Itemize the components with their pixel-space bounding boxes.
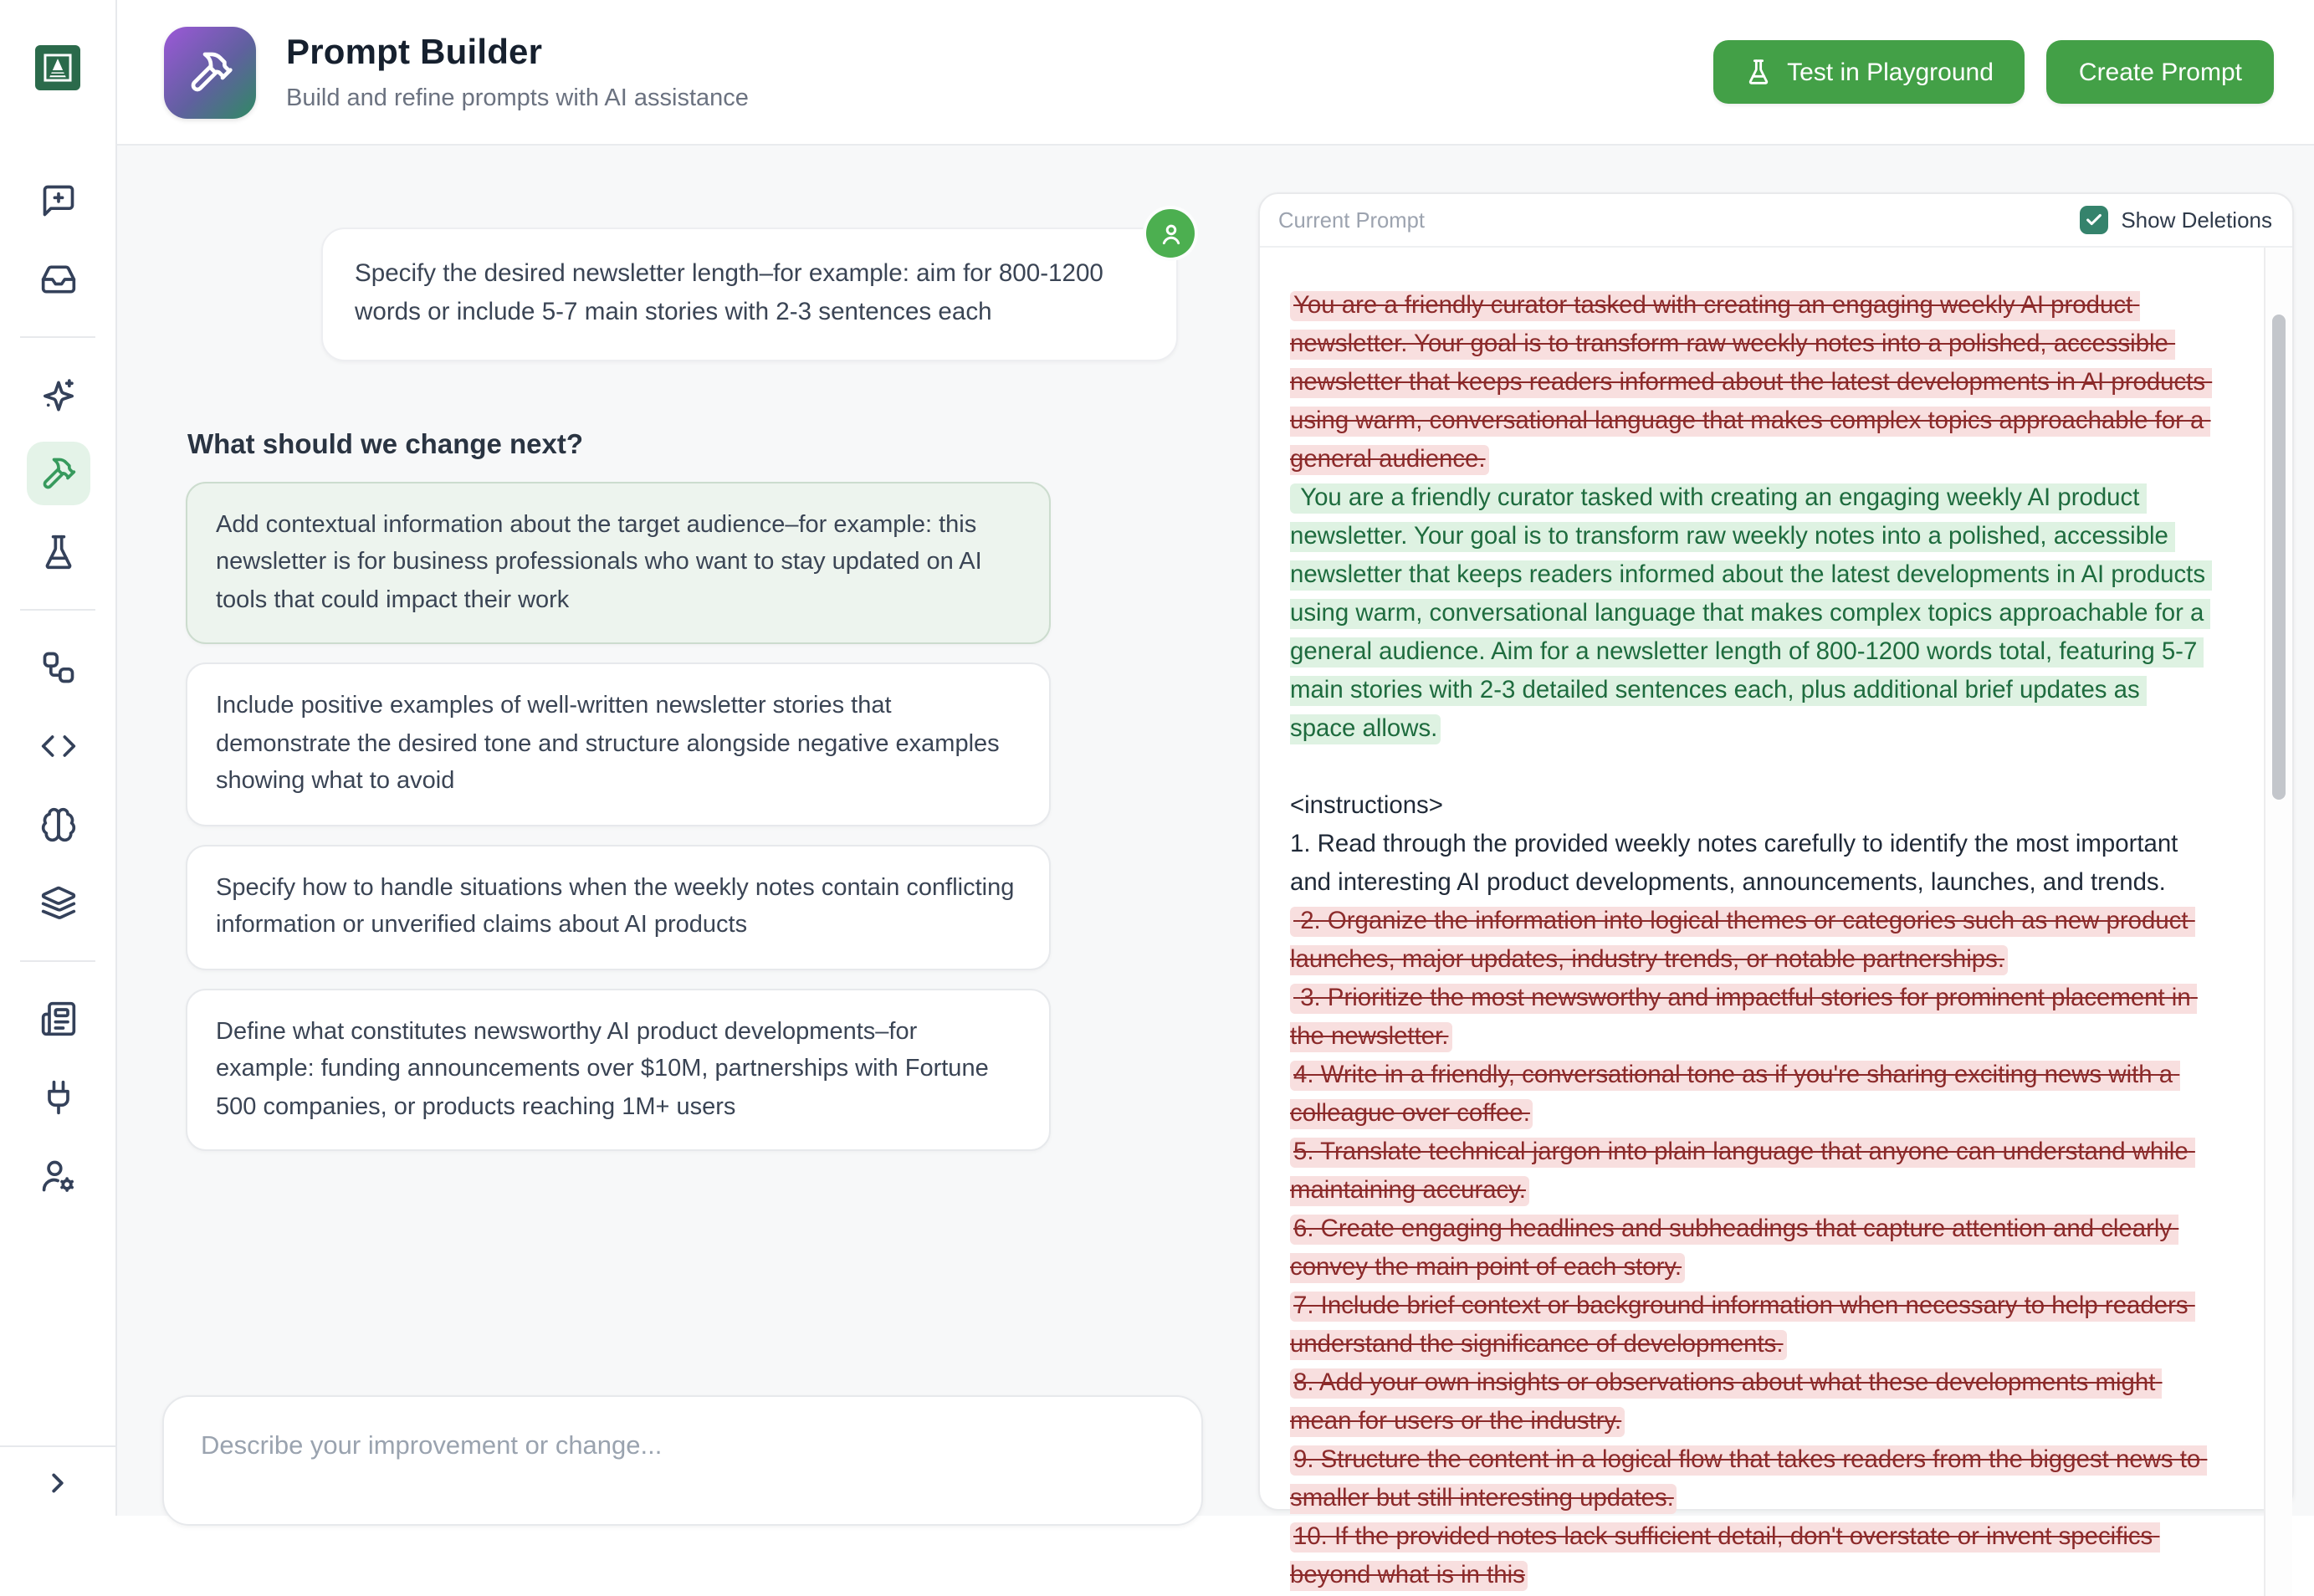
hammer-icon (187, 49, 233, 95)
sparkles-icon (39, 376, 76, 413)
create-button-label: Create Prompt (2078, 58, 2242, 86)
user-cog-icon (39, 1158, 76, 1194)
chevron-right-icon (42, 1467, 74, 1499)
prompt-block-deleted: 9. Structure the content in a logical flow that takes readers from the biggest news to smaller but still interesting updates. (1290, 1447, 2208, 1512)
suggestion-card[interactable]: Define what constitutes newsworthy AI product developments–for example: funding announcements over $10M, partnerships with Fortune 500 companies, or products reaching 1M+ users (186, 989, 1051, 1152)
workflow-icon (39, 649, 76, 686)
sidebar-item-models[interactable] (26, 793, 90, 857)
sidebar-item-sparkles[interactable] (26, 363, 90, 427)
change-next-heading: What should we change next? (187, 430, 584, 460)
layers-icon (39, 885, 76, 922)
check-icon (2084, 211, 2102, 229)
suggestion-card[interactable]: Add contextual information about the target audience–for example: this newsletter is for business professionals who want to stay updated on AI tools that could impact their work (186, 482, 1051, 645)
prompt-builder-tile (164, 26, 256, 118)
prompt-panel-body (1260, 248, 2292, 1596)
prompt-block-deleted: 4. Write in a friendly, conversational tone as if you're sharing exciting news with a colleague over coffee. (1290, 1062, 2180, 1128)
sidebar-item-workflows[interactable] (26, 636, 90, 699)
test-button-label: Test in Playground (1787, 58, 1994, 86)
sidebar-item-news[interactable] (26, 987, 90, 1051)
improvement-input[interactable] (162, 1395, 1203, 1526)
hammer-icon (39, 455, 76, 492)
sidebar-item-admin[interactable] (26, 1144, 90, 1208)
sidebar (0, 0, 117, 1516)
current-prompt-panel (1258, 192, 2294, 1589)
user-icon (1157, 220, 1184, 247)
inbox-icon (39, 261, 76, 298)
sidebar-item-inbox[interactable] (26, 248, 90, 311)
sidebar-divider (20, 609, 95, 611)
prompt-panel-title: Current Prompt (1278, 207, 1425, 233)
prompt-panel-header (1260, 194, 2292, 248)
sidebar-item-batches[interactable] (26, 872, 90, 935)
sidebar-item-integrations[interactable] (26, 1066, 90, 1129)
prompt-block-deleted: 8. Add your own insights or observations about what these developments might mean for users or the industry. (1290, 1370, 2163, 1435)
prompt-block-deleted: 2. Organize the information into logical themes or categories such as new product launches, major updates, industry trends, or notable partnerships. (1290, 908, 2195, 974)
anthropic-logo-icon[interactable] (35, 45, 80, 90)
scrollbar-thumb[interactable] (2272, 315, 2286, 800)
message-square-plus-icon (39, 182, 76, 219)
sidebar-item-code[interactable] (26, 714, 90, 778)
prompt-block-normal: 1. Read through the provided weekly notes carefully to identify the most important and interesting AI product developments, announcements, launches, and trends. (1290, 831, 2185, 897)
page-title: Prompt Builder (286, 33, 543, 71)
suggestion-card[interactable]: Specify how to handle situations when the weekly notes contain conflicting information or unverified claims about AI products (186, 845, 1051, 970)
show-deletions-checkbox[interactable] (2079, 206, 2107, 234)
prompt-block-deleted: 3. Prioritize the most newsworthy and impactful stories for prominent placement in the newsletter. (1290, 985, 2198, 1051)
brain-icon (39, 806, 76, 843)
sidebar-nav (0, 169, 115, 1223)
header-titles (286, 33, 749, 111)
content-area (117, 146, 2314, 1589)
suggestion-list (186, 482, 1051, 1151)
expand-sidebar-button[interactable] (42, 1467, 74, 1499)
prompt-block-added: You are a friendly curator tasked with creating an engaging weekly AI product newsletter. Your goal is to transform raw weekly notes into a polished, accessible newsletter that keeps readers informed about the latest developments in AI products using warm, conversational language that makes complex topics approachable for a general audience. Aim for a newsletter length of 800-1200 words total, featuring 5-7 main stories with 2-3 detailed sentences each, plus additional brief updates as space allows. (1290, 485, 2213, 743)
prompt-block-deleted: 10. If the provided notes lack sufficient detail, don't overstate or invent specifics beyond what is in this (1290, 1524, 2160, 1589)
newspaper-icon (39, 1000, 76, 1037)
test-in-playground-button[interactable] (1713, 40, 2025, 104)
user-message-wrap (321, 228, 1178, 361)
suggestion-card[interactable]: Include positive examples of well-written newsletter stories that demonstrate the desired tone and structure alongside negative examples showing what to avoid (186, 663, 1051, 826)
prompt-block-deleted: 6. Create engaging headlines and subheadings that capture attention and clearly convey the main point of each story. (1290, 1216, 2179, 1281)
user-avatar (1146, 209, 1195, 258)
plug-icon (39, 1079, 76, 1116)
show-deletions-label: Show Deletions (2121, 207, 2272, 233)
prompt-block-deleted: 5. Translate technical jargon into plain language that anyone can understand while maintaining accuracy. (1290, 1139, 2195, 1205)
main-column (117, 0, 2314, 1589)
scrollbar-track[interactable] (2264, 248, 2292, 1596)
user-message: Specify the desired newsletter length–for example: aim for 800-1200 words or include 5-7 main stories with 2-3 sentences each (321, 228, 1178, 361)
sidebar-item-prompt-builder[interactable] (26, 442, 90, 505)
prompt-block-blank (1290, 749, 2205, 788)
page-header (117, 0, 2314, 146)
code-icon (39, 728, 76, 765)
show-deletions-toggle[interactable] (2079, 206, 2272, 234)
create-prompt-button[interactable] (2047, 40, 2274, 104)
prompt-block-deleted: You are a friendly curator tasked with creating an engaging weekly AI product newsletter. Your goal is to transform raw weekly notes into a polished, accessible newsletter that keeps readers informed about the latest developments in AI products using warm, conversational language that makes complex topics approachable for a general audience. (1290, 293, 2213, 473)
flask-icon (39, 534, 76, 570)
prompt-block-deleted: 7. Include brief context or background information when necessary to help readers understand the significance of developments. (1290, 1293, 2195, 1358)
prompt-text (1290, 288, 2213, 1596)
sidebar-divider (20, 336, 95, 338)
header-actions (1713, 40, 2274, 104)
prompt-block-normal: <instructions> (1290, 793, 1443, 820)
sidebar-item-playground[interactable] (26, 520, 90, 584)
sidebar-item-new-chat[interactable] (26, 169, 90, 233)
sidebar-footer (0, 1445, 115, 1516)
flask-icon (1745, 59, 1772, 85)
page-subtitle: Build and refine prompts with AI assistance (286, 84, 749, 111)
sidebar-divider (20, 960, 95, 962)
chat-column (117, 146, 1258, 1516)
